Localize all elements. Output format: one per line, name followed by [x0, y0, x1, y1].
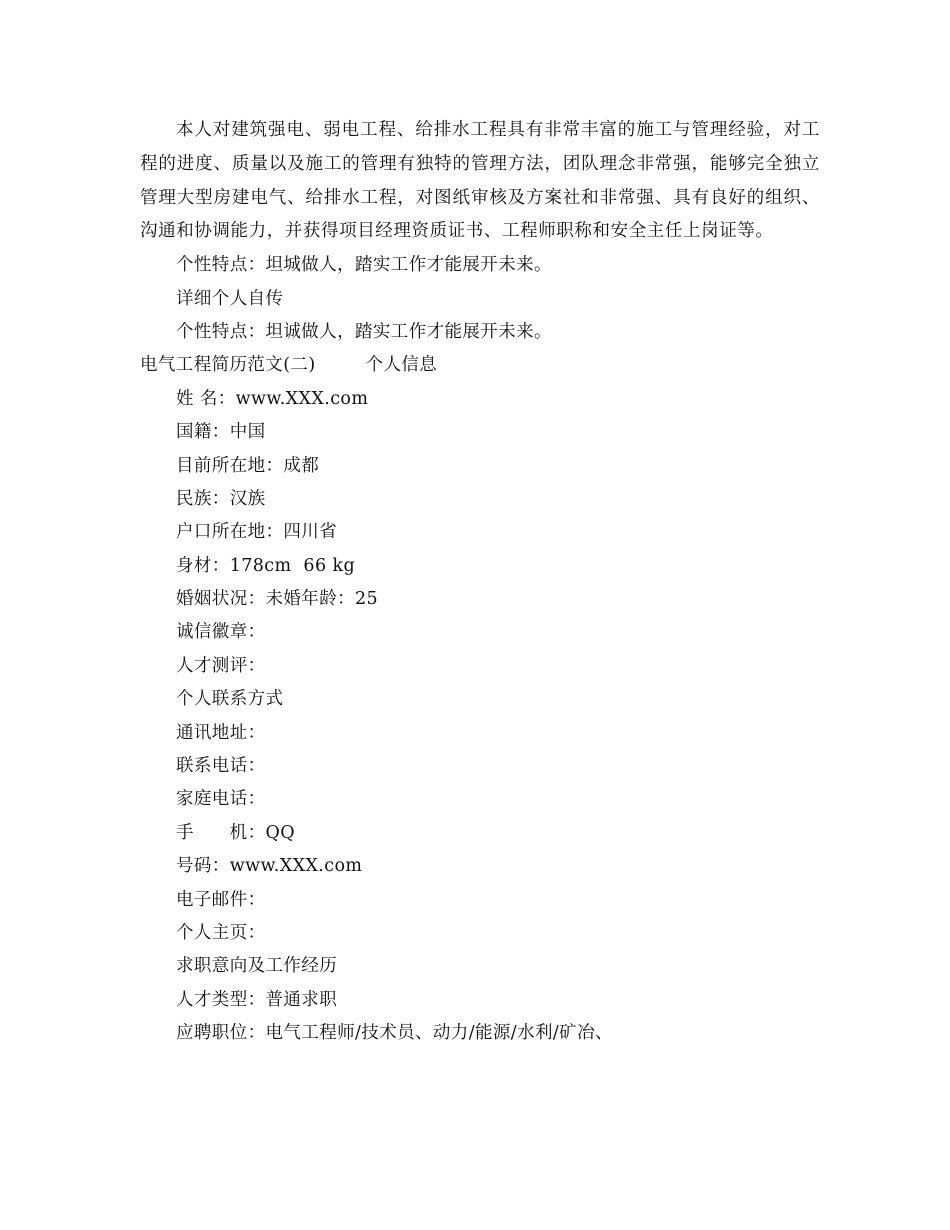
info-line-badge: 诚信徽章：	[176, 622, 266, 643]
info-line-hukou: 户口所在地：四川省	[176, 522, 338, 543]
info-line-ethnicity: 民族：汉族	[176, 488, 266, 509]
section-title-line	[140, 349, 820, 382]
info-line-address: 通讯地址：	[176, 722, 266, 743]
document-page	[140, 114, 820, 1051]
contact-heading: 个人联系方式	[176, 689, 284, 710]
info-line-name: 姓 名：www.XXX.com	[176, 388, 369, 409]
info-line-location: 目前所在地：成都	[176, 455, 320, 476]
info-line-body: 身材：178cm 66 kg	[176, 555, 356, 576]
intro-paragraph: 本人对建筑强电、弱电工程、给排水工程具有非常丰富的施工与管理经验，对工程的进度、质量以及施工的管理有独特的管理方法，团队理念非常强，能够完全独立管理大型房建电气、给排水工程，对图纸审核及方案社和非常强、具有良好的组织、沟通和协调能力，并获得项目经理资质证书、工程师职称和安全主任上岗证等。	[140, 120, 820, 242]
info-line-phone: 联系电话：	[176, 756, 266, 777]
info-line-qq-number: 号码：www.XXX.com	[176, 856, 363, 877]
info-line-home-phone: 家庭电话：	[176, 789, 266, 810]
job-intent-heading: 求职意向及工作经历	[176, 956, 338, 977]
traits-line-2: 个性特点：坦诚做人，踏实工作才能展开未来。	[176, 321, 552, 342]
section-subtitle: 个人信息	[365, 355, 438, 376]
info-line-mobile: 手 机：QQ	[176, 822, 295, 843]
info-line-talent-type: 人才类型：普通求职	[176, 989, 338, 1010]
self-bio-heading: 详细个人自传	[176, 288, 284, 309]
info-line-marital: 婚姻状况：未婚年龄：25	[176, 589, 379, 610]
info-line-homepage: 个人主页：	[176, 923, 266, 943]
traits-line-1: 个性特点：坦城做人，踏实工作才能展开未来。	[176, 255, 552, 276]
info-line-assessment: 人才测评：	[176, 655, 266, 676]
section-title: 电气工程简历范文(二)	[140, 355, 316, 376]
info-line-email: 电子邮件：	[176, 889, 266, 910]
info-line-position: 应聘职位：电气工程师/技术员、动力/能源/水利/矿冶、	[176, 1023, 613, 1044]
info-line-nationality: 国籍：中国	[176, 422, 266, 443]
